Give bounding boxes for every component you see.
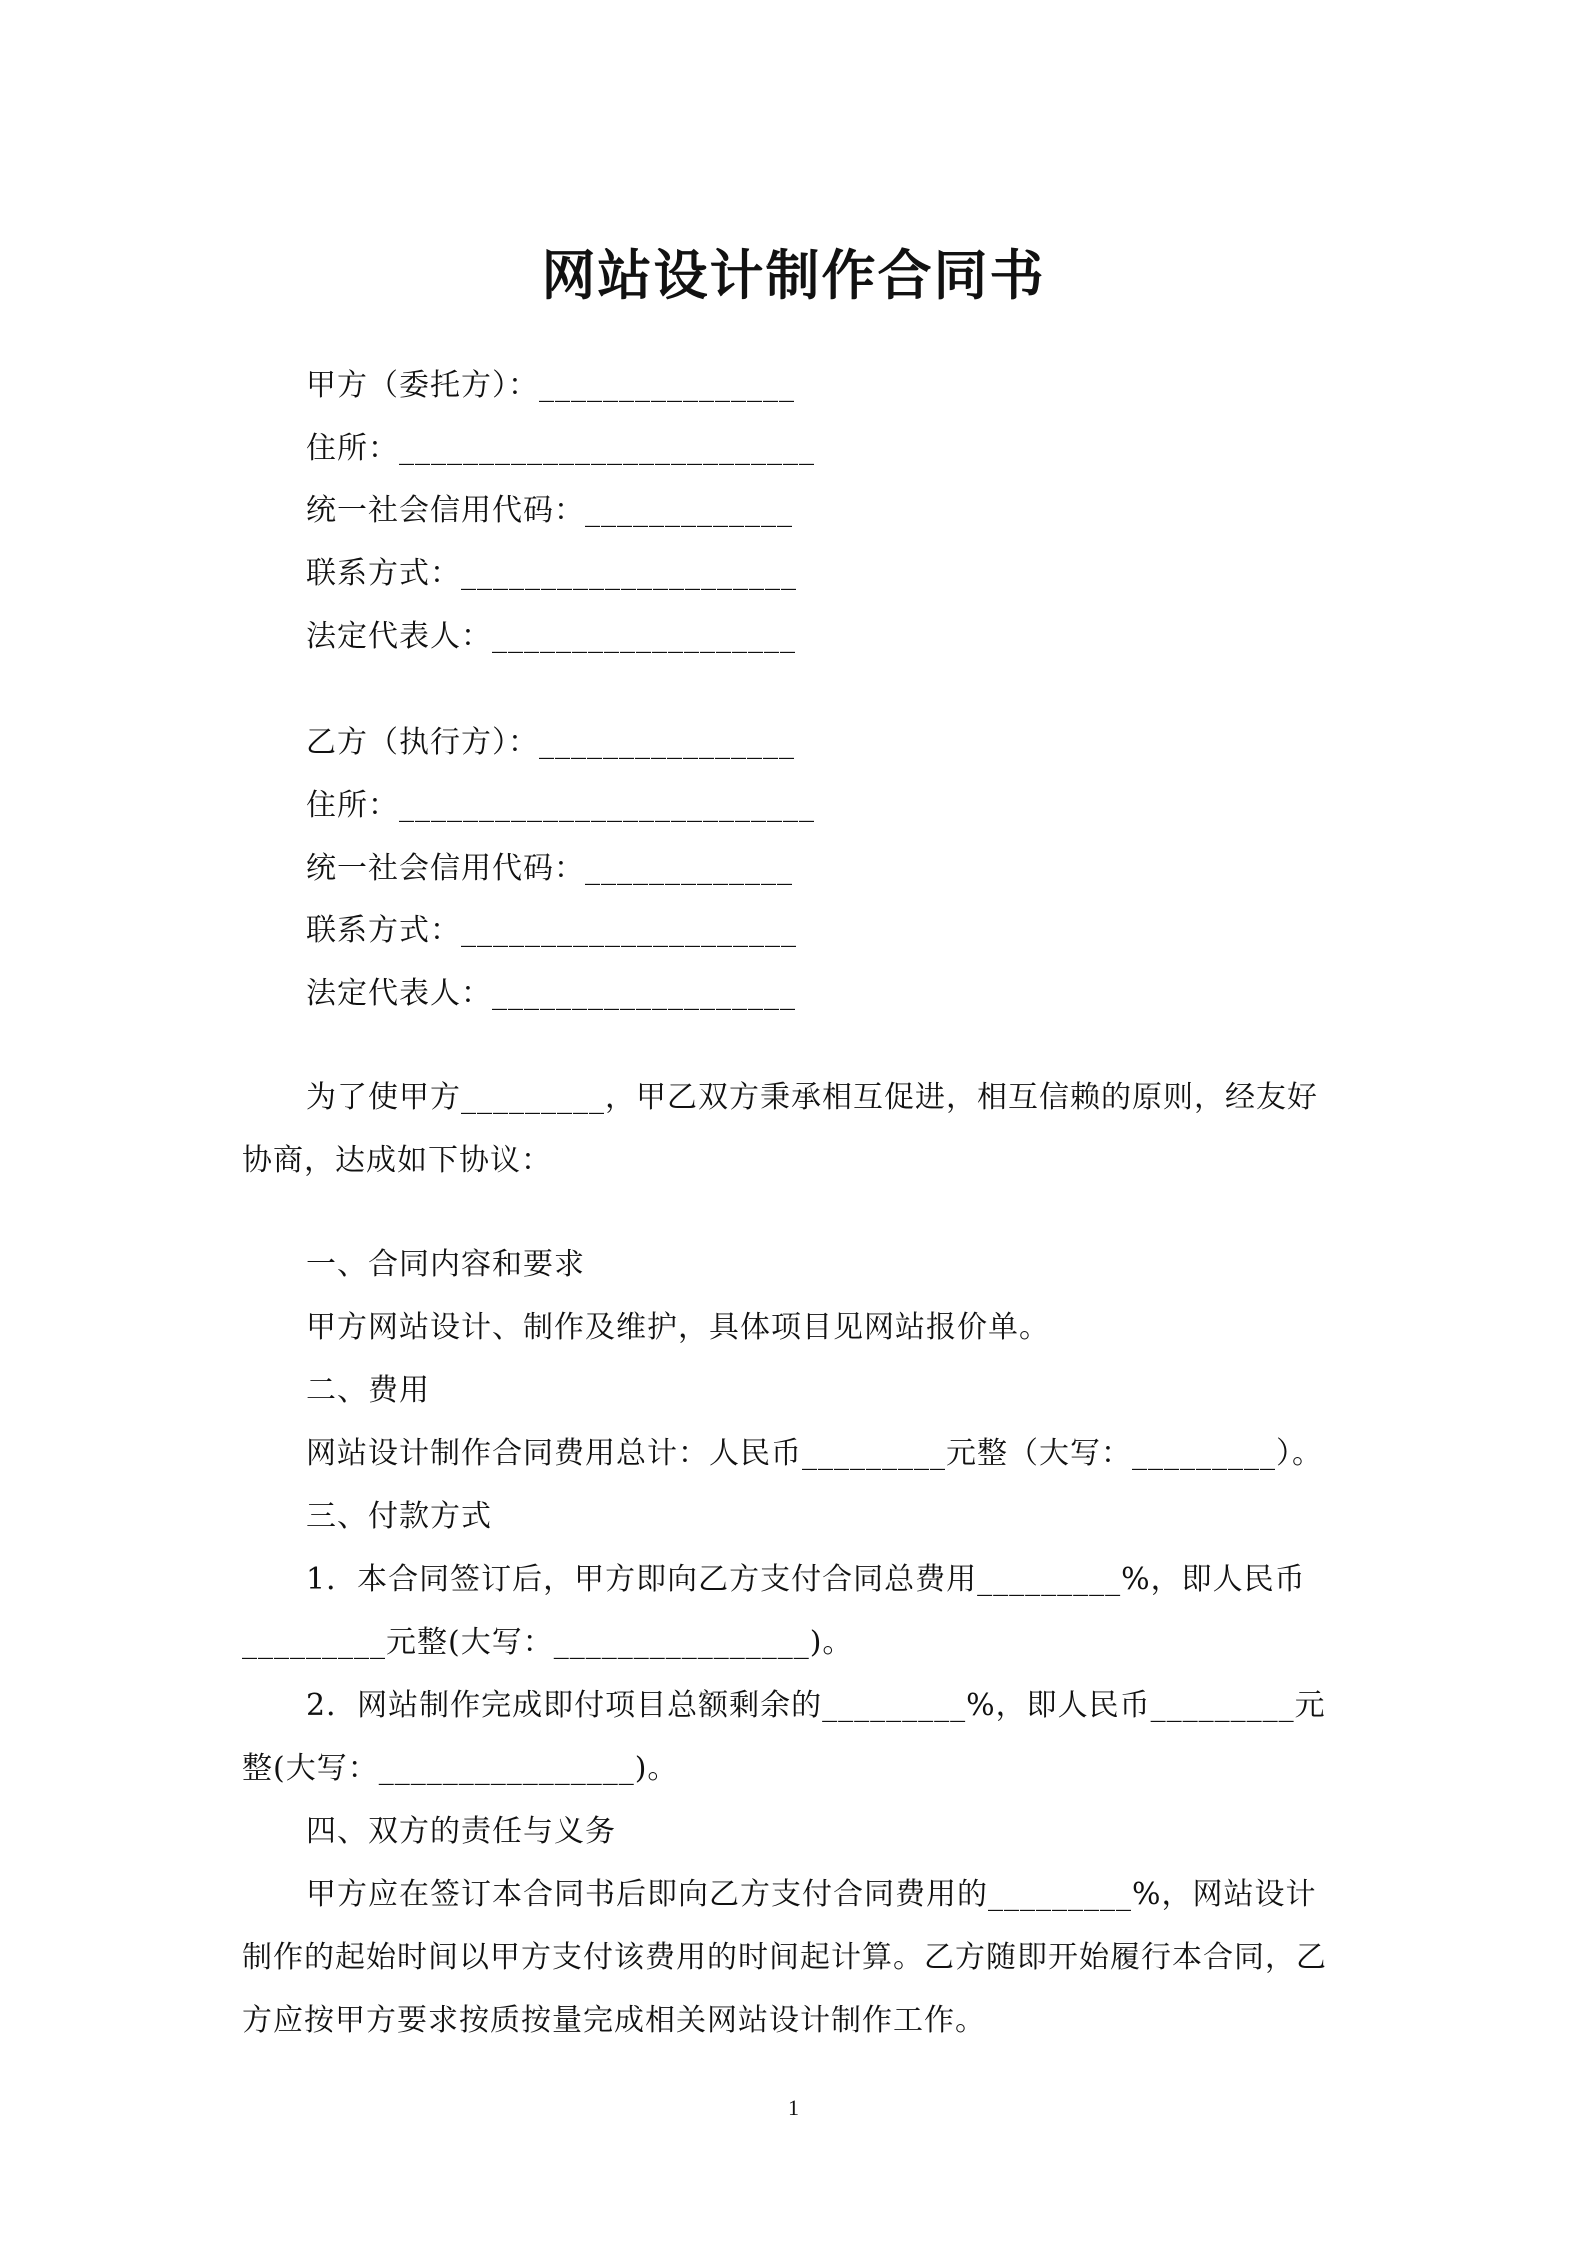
- section-3-heading: 三、付款方式: [306, 1499, 492, 1534]
- party-b-credit-code-field: 统一社会信用代码：_____________: [306, 851, 793, 886]
- section-3-item-2-line-1: 2．网站制作完成即付项目总额剩余的_________%，即人民币_________元: [306, 1688, 1326, 1723]
- section-1-body: 甲方网站设计、制作及维护，具体项目见网站报价单。: [306, 1310, 1050, 1345]
- party-a-representative-field: 法定代表人：___________________: [306, 619, 796, 654]
- page-number: 1: [788, 2095, 799, 2120]
- party-b-name-field: 乙方（执行方）：________________: [306, 725, 795, 760]
- section-4-body-line-3: 方应按甲方要求按质按量完成相关网站设计制作工作。: [242, 2003, 986, 2038]
- party-b-address-field: 住所：__________________________: [306, 788, 815, 823]
- preamble-line-2: 协商，达成如下协议：: [242, 1143, 552, 1178]
- document-title: 网站设计制作合同书: [541, 244, 1046, 307]
- party-a-address-field: 住所：__________________________: [306, 431, 815, 466]
- party-b-representative-field: 法定代表人：___________________: [306, 976, 796, 1011]
- section-4-heading: 四、双方的责任与义务: [306, 1814, 616, 1849]
- section-3-item-1-line-2: _________元整(大写：________________)。: [242, 1625, 854, 1660]
- section-4-body-line-2: 制作的起始时间以甲方支付该费用的时间起计算。乙方随即开始履行本合同，乙: [242, 1940, 1327, 1975]
- section-1-heading: 一、合同内容和要求: [306, 1247, 585, 1282]
- party-a-name-field: 甲方（委托方）：________________: [306, 368, 795, 403]
- party-b-contact-field: 联系方式：_____________________: [306, 913, 797, 948]
- party-a-contact-field: 联系方式：_____________________: [306, 556, 797, 591]
- section-2-body: 网站设计制作合同费用总计：人民币_________元整（大写：_________）。: [306, 1436, 1323, 1471]
- preamble-line-1: 为了使甲方_________，甲乙双方秉承相互促进，相互信赖的原则，经友好: [306, 1080, 1318, 1115]
- section-4-body-line-1: 甲方应在签订本合同书后即向乙方支付合同费用的_________%，网站设计: [306, 1877, 1317, 1912]
- section-3-item-1-line-1: 1．本合同签订后，甲方即向乙方支付合同总费用_________%，即人民币: [306, 1562, 1306, 1597]
- section-2-heading: 二、费用: [306, 1373, 430, 1408]
- section-3-item-2-line-2: 整(大写：________________)。: [242, 1751, 679, 1786]
- party-a-credit-code-field: 统一社会信用代码：_____________: [306, 493, 793, 528]
